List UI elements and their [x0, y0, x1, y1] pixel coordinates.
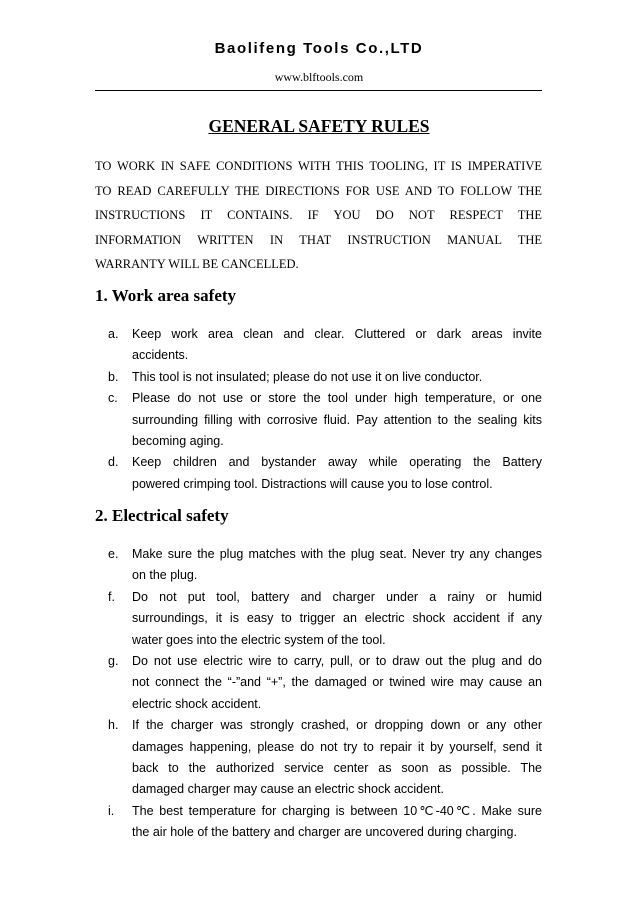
item-line: Please do not use or store the tool under high temperature, or one — [132, 391, 542, 406]
item-line: Do not put tool, battery and charger under a rainy or humid — [132, 589, 542, 604]
list-item — [108, 715, 542, 801]
item-line: becoming aging. — [132, 433, 224, 448]
item-line: back to the authorized service center as soon as possible. The — [132, 760, 542, 775]
intro-paragraph — [95, 154, 542, 277]
list-marker: h. — [108, 718, 119, 733]
item-line: This tool is not insulated; please do not use it on live conductor. — [132, 369, 483, 384]
item-line: Keep work area clean and clear. Cluttered or dark areas invite — [132, 327, 542, 341]
list-marker: d. — [108, 455, 119, 470]
list-marker: b. — [108, 369, 119, 384]
item-line: Keep children and bystander away while operating the Battery — [132, 455, 542, 470]
page-title: GENERAL SAFETY RULES — [208, 116, 430, 136]
list-item — [108, 651, 542, 715]
list-item — [108, 452, 542, 495]
intro-line: TO WORK IN SAFE CONDITIONS WITH THIS TOOLING, IT IS IMPERATIVE — [95, 159, 542, 173]
item-line: damaged charger may cause an electric shock accident. — [132, 782, 444, 797]
list-item — [108, 544, 542, 587]
intro-line: INFORMATION WRITTEN IN THAT INSTRUCTION MANUAL THE — [95, 232, 542, 247]
intro-line: INSTRUCTIONS IT CONTAINS. IF YOU DO NOT RESPECT THE — [95, 208, 542, 222]
header-divider — [95, 90, 542, 91]
list-item — [108, 324, 542, 367]
intro-line: WARRANTY WILL BE CANCELLED. — [95, 257, 299, 271]
item-line: powered crimping tool. Distractions will cause you to lose control. — [132, 476, 493, 491]
item-line: surrounding filling with corrosive fluid. Pay attention to the sealing kits — [132, 412, 542, 427]
item-line: water goes into the electric system of the tool. — [132, 632, 386, 647]
list-marker: i. — [108, 803, 115, 818]
section-list-electrical — [108, 544, 542, 843]
item-line: If the charger was strongly crashed, or dropping down or any other — [132, 718, 542, 733]
item-line: on the plug. — [132, 568, 198, 583]
intro-line: TO READ CAREFULLY THE DIRECTIONS FOR USE AND TO FOLLOW THE — [95, 183, 542, 198]
list-marker: e. — [108, 547, 119, 561]
item-line: surroundings, it is easy to trigger an electric shock accident if any — [132, 611, 542, 626]
list-marker: g. — [108, 653, 119, 668]
section-heading-work-area: 1. Work area safety — [95, 286, 237, 305]
list-item — [108, 801, 542, 844]
list-item — [108, 587, 542, 651]
list-marker: a. — [108, 327, 119, 341]
item-line: electric shock accident. — [132, 696, 262, 711]
item-line: the air hole of the battery and charger are uncovered during charging. — [132, 825, 517, 840]
item-line: The best temperature for charging is between 10℃-40℃. Make sure — [132, 803, 542, 818]
list-marker: f. — [108, 589, 115, 604]
list-item — [108, 388, 542, 452]
company-name: Baolifeng Tools Co.,LTD — [214, 40, 424, 57]
item-line: accidents. — [132, 348, 189, 363]
section-heading-electrical: 2. Electrical safety — [95, 506, 229, 525]
item-line: Do not use electric wire to carry, pull, or to draw out the plug and do — [132, 653, 542, 668]
item-line: damages happening, please do not try to repair it by yourself, send it — [132, 739, 542, 754]
item-line: Make sure the plug matches with the plug seat. Never try any changes — [132, 547, 542, 561]
website-url: www.blftools.com — [274, 70, 364, 84]
list-marker: c. — [108, 391, 118, 406]
item-line: not connect the “-”and “+”, the damaged or twined wire may cause an — [132, 675, 542, 690]
section-list-work-area — [108, 324, 542, 495]
list-item — [108, 367, 542, 388]
